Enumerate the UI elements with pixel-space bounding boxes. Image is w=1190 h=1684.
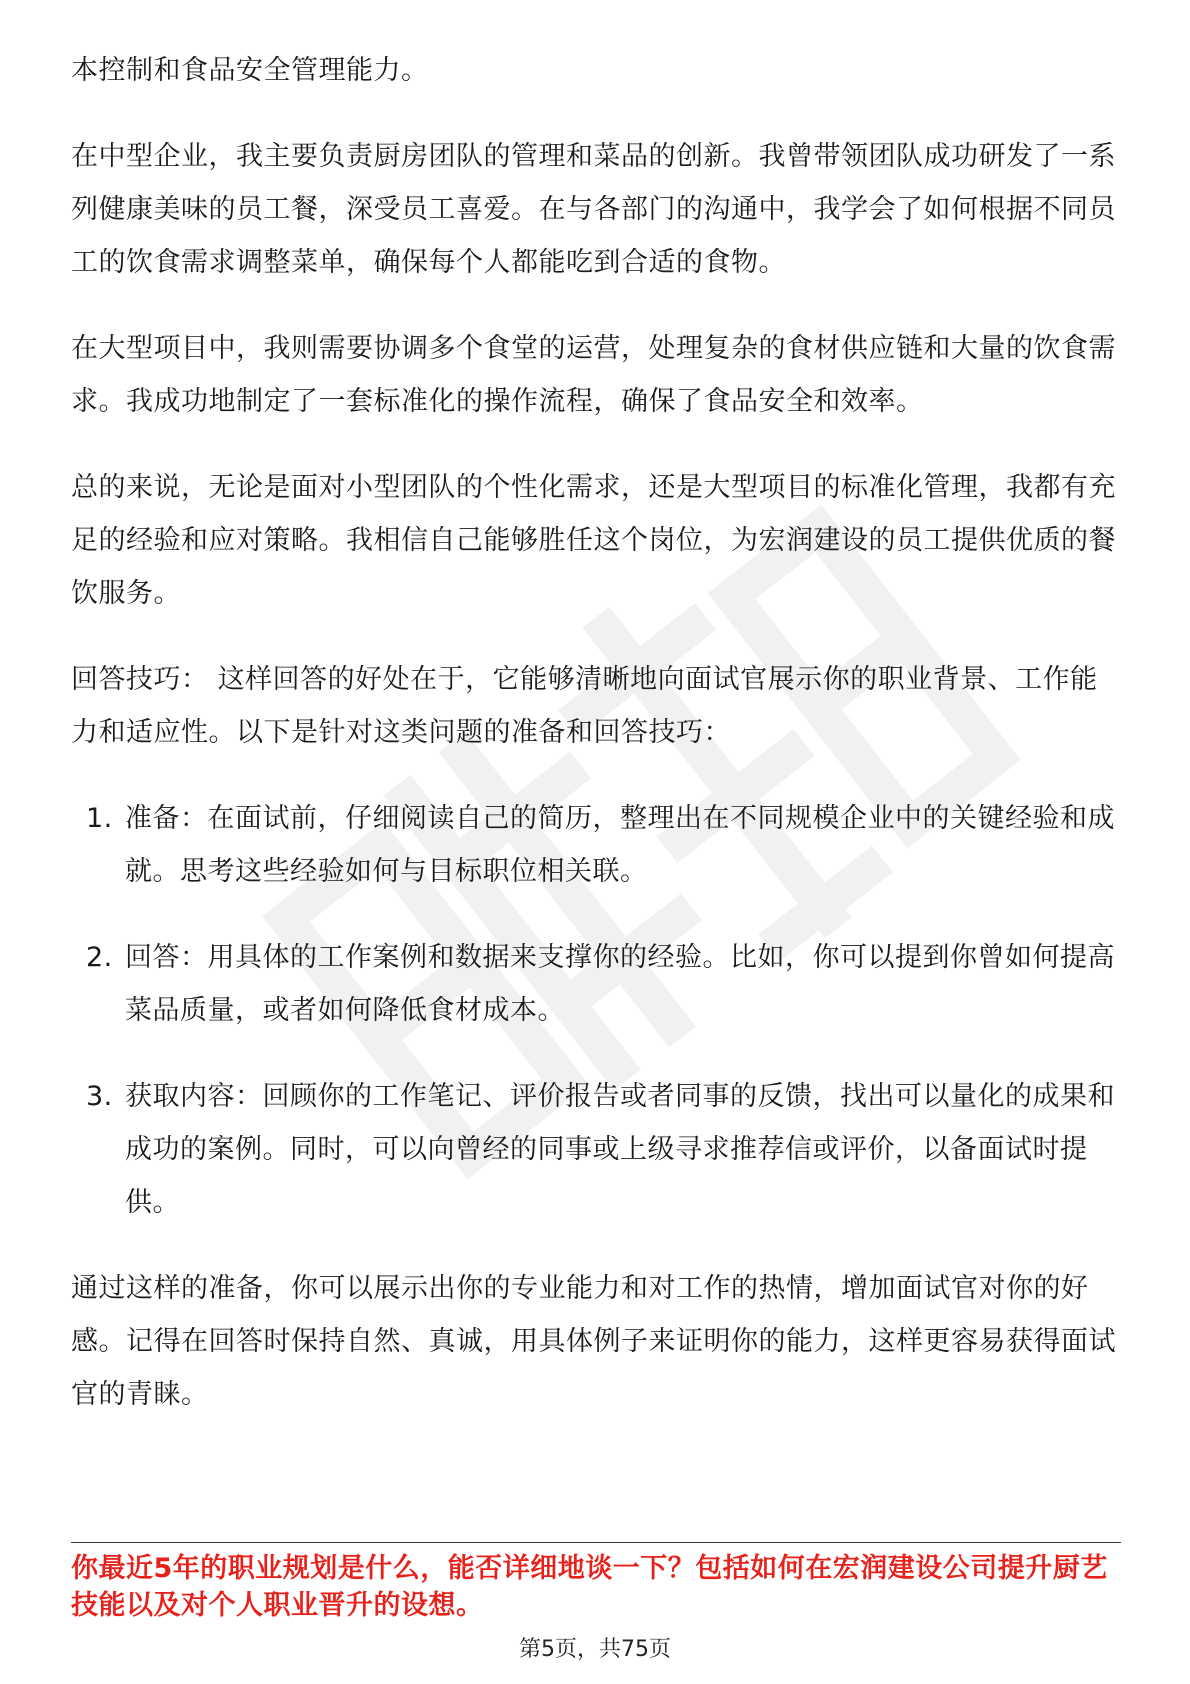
- section-divider: [71, 1542, 1121, 1543]
- paragraph-intro-tail: 本控制和食品安全管理能力。: [71, 55, 429, 86]
- list-item: [71, 931, 1121, 1037]
- next-question-heading: 你最近5年的职业规划是什么，能否详细地谈一下？包括如何在宏润建设公司提升厨艺技能以及对个人职业晋升的设想。: [71, 1553, 1108, 1621]
- paragraph-answer-tips: 回答技巧： 这样回答的好处在于，它能够清晰地向面试官展示你的职业背景、工作能力和适应性。以下是针对这类问题的准备和回答技巧：: [71, 664, 1098, 748]
- paragraph-closing: 通过这样的准备，你可以展示出你的专业能力和对工作的热情，增加面试官对你的好感。记得在回答时保持自然、真诚，用具体例子来证明你的能力，这样更容易获得面试官的青睐。: [71, 1273, 1116, 1410]
- paragraph-large-project: 在大型项目中，我则需要协调多个食堂的运营，处理复杂的食材供应链和大量的饮食需求。我成功地制定了一套标准化的操作流程，确保了食品安全和效率。: [71, 333, 1116, 417]
- list-item-number: 1.: [86, 803, 113, 834]
- document-body: [71, 44, 1121, 1454]
- list-item: [71, 792, 1121, 898]
- list-item-number: 2.: [86, 942, 113, 973]
- list-item-text: 回答：用具体的工作案例和数据来支撑你的经验。比如，你可以提到你曾如何提高菜品质量，或者如何降低食材成本。: [125, 942, 1115, 1026]
- list-item-text: 获取内容：回顾你的工作笔记、评价报告或者同事的反馈，找出可以量化的成果和成功的案例。同时，可以向曾经的同事或上级寻求推荐信或评价，以备面试时提供。: [125, 1081, 1115, 1218]
- list-item-number: 3.: [86, 1081, 113, 1112]
- list-item: [71, 1070, 1121, 1229]
- tips-list: [71, 792, 1121, 1229]
- paragraph-medium-enterprise: 在中型企业，我主要负责厨房团队的管理和菜品的创新。我曾带领团队成功研发了一系列健康美味的员工餐，深受员工喜爱。在与各部门的沟通中，我学会了如何根据不同员工的饮食需求调整菜单，确保每个人都能吃到合适的食物。: [71, 141, 1116, 278]
- paragraph-summary: 总的来说，无论是面对小型团队的个性化需求，还是大型项目的标准化管理，我都有充足的经验和应对策略。我相信自己能够胜任这个岗位，为宏润建设的员工提供优质的餐饮服务。: [71, 472, 1116, 609]
- list-item-text: 准备：在面试前，仔细阅读自己的简历，整理出在不同规模企业中的关键经验和成就。思考这些经验如何与目标职位相关联。: [125, 803, 1115, 887]
- page-number: 第5页，共75页: [519, 1637, 671, 1662]
